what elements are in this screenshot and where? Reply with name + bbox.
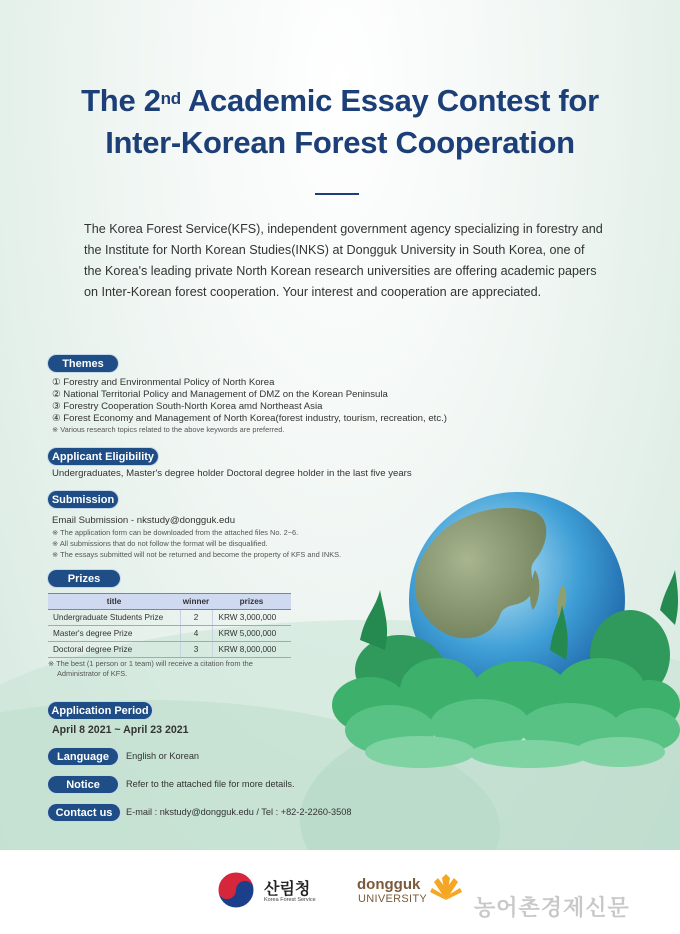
title-divider <box>315 193 359 195</box>
dongguk-lotus-icon <box>428 872 464 902</box>
prizes-note-line: Administrator of KFS. <box>57 669 128 678</box>
language-text: English or Korean <box>126 751 200 761</box>
table-row <box>48 626 291 642</box>
title-line2: Inter-Korean Forest Cooperation <box>105 125 575 160</box>
submission-note: ※ The application form can be downloaded from the attached files No. 2~6. <box>52 528 299 537</box>
globe-illustration <box>330 490 680 770</box>
table-cell: KRW 5,000,000 <box>212 626 291 642</box>
theme-item: ④ Forest Economy and Management of North Korea(forest industry, tourism, recreation, etc.) <box>52 413 448 424</box>
title-line1-post: Academic Essay Contest for <box>180 83 599 118</box>
submission-label: Submission <box>48 491 118 508</box>
prizes-note-line: ※ The best (1 person or 1 team) will receive a citation from the <box>48 659 253 668</box>
table-row <box>48 610 291 626</box>
table-cell: Undergraduate Students Prize <box>48 610 180 626</box>
table-cell: KRW 8,000,000 <box>212 642 291 658</box>
kfs-emblem-icon <box>216 870 256 915</box>
eligibility-text: Undergraduates, Master's degree holder Doctoral degree holder in the last five years <box>52 468 412 479</box>
table-header-row <box>48 594 291 610</box>
theme-item: ① Forestry and Environmental Policy of North Korea <box>52 377 275 388</box>
kfs-logo-korean: 산림청 <box>264 881 311 898</box>
submission-email: Email Submission - nkstudy@dongguk.edu <box>52 515 236 526</box>
eligibility-label: Applicant Eligibility <box>48 448 158 465</box>
title-line1-pre: The 2 <box>81 83 161 118</box>
themes-list <box>52 377 447 434</box>
application-text: April 8 2021 ~ April 23 2021 <box>52 724 189 736</box>
prizes-table <box>48 593 291 658</box>
dongguk-logo-name: dongguk <box>357 876 421 893</box>
table-header: winner <box>180 594 212 610</box>
table-cell: Master's degree Prize <box>48 626 180 642</box>
poster-title <box>0 80 680 164</box>
theme-item: ② National Territorial Policy and Management of DMZ on the Korean Peninsula <box>52 389 388 400</box>
table-header: title <box>48 594 180 610</box>
watermark-text: 농어촌경제신문 <box>474 895 630 920</box>
table-cell: 2 <box>180 610 212 626</box>
application-label: Application Period <box>48 702 152 719</box>
prizes-note <box>48 659 253 679</box>
table-cell: 3 <box>180 642 212 658</box>
table-cell: 4 <box>180 626 212 642</box>
submission-note: ※ All submissions that do not follow the format will be disqualified. <box>52 539 268 548</box>
submission-note: ※ The essays submitted will not be returned and become the property of KFS and INKS. <box>52 550 342 559</box>
globe-forest-graphic <box>330 490 680 770</box>
table-cell: Doctoral degree Prize <box>48 642 180 658</box>
table-header: prizes <box>212 594 291 610</box>
notice-label: Notice <box>48 776 118 793</box>
notice-text: Refer to the attached file for more details. <box>126 779 295 789</box>
submission-block <box>52 515 341 560</box>
dongguk-logo-university: UNIVERSITY <box>358 893 428 905</box>
language-label: Language <box>48 748 118 765</box>
title-line1-sup: nd <box>160 89 181 108</box>
themes-label: Themes <box>48 355 118 372</box>
theme-item: ③ Forestry Cooperation South-North Korea amd Northeast Asia <box>52 401 323 412</box>
table-row <box>48 642 291 658</box>
prizes-label: Prizes <box>48 570 120 587</box>
intro-paragraph: The Korea Forest Service(KFS), independent government agency specializing in forestry and the Institute for North Korean Studies(INKS) at Dongguk University in South Korea, one of the Korea's leading private North Korean research universities are offering academic papers on Inter-Korean forest cooperation. Your interest and cooperation are appreciated. <box>84 222 603 299</box>
contact-label: Contact us <box>48 804 120 821</box>
table-cell: KRW 3,000,000 <box>212 610 291 626</box>
contact-text: E-mail : nkstudy@dongguk.edu / Tel : +82-2-2260-3508 <box>126 807 352 817</box>
themes-note: ※ Various research topics related to the above keywords are preferred. <box>52 425 285 434</box>
kfs-logo-english: Korea Forest Service <box>264 897 316 903</box>
